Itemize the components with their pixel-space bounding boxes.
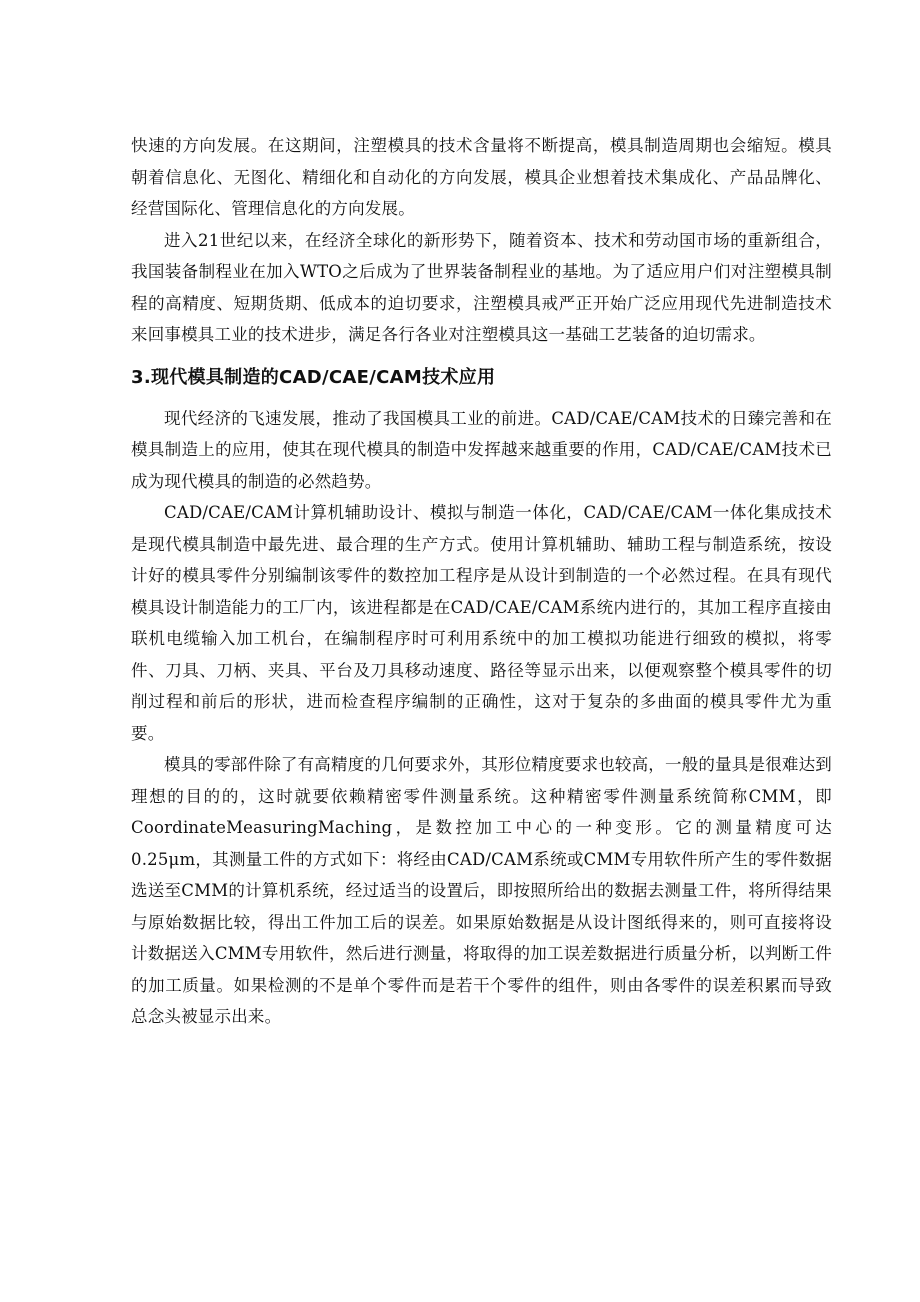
paragraph-cad-cae-cam: CAD/CAE/CAM计算机辅助设计、模拟与制造一体化，CAD/CAE/CAM一体化集成技术是现代模具制造中最先进、最合理的生产方式。使用计算机辅助、辅助工程与制造系统，按设计好的模具零件分别编制该零件的数控加工程序是从设计到制造的一个必然过程。在具有现代模具设计制造能力的工厂内，该进程都是在CAD/CAE/CAM系统内进行的，其加工程序直接由联机电缆输入加工机台，在编制程序时可利用系统中的加工模拟功能进行细致的模拟，将零件、刀具、刀柄、夹具、平台及刀具移动速度、路径等显示出来，以便观察整个模具零件的切削过程和前后的形状，进而检查程序编制的正确性，这对于复杂的多曲面的模具零件尤为重要。	[131, 503, 832, 743]
paragraph-21st-century: 进入21世纪以来，在经济全球化的新形势下，随着资本、技术和劳动国市场的重新组合，我国装备制程业在加入WTO之后成为了世界装备制程业的基地。为了适应用户们对注塑模具制程的高精度、短期货期、低成本的迫切要求，注塑模具戒严正开始广泛应用现代先进制造技术来回事模具工业的技术进步，满足各行各业对注塑模具这一基础工艺装备的迫切需求。	[131, 230, 832, 344]
section-heading: 3.现代模具制造的CAD/CAE/CAM技术应用	[131, 366, 496, 388]
paragraph-modern-economy: 现代经济的飞速发展，推动了我国模具工业的前进。CAD/CAE/CAM技术的日臻完善和在模具制造上的应用，使其在现代模具的制造中发挥越来越重要的作用，CAD/CAE/CAM技术已成为现代模具的制造的必然趋势。	[131, 408, 832, 491]
paragraph-cmm: 模具的零部件除了有高精度的几何要求外，其形位精度要求也较高，一般的量具是很难达到理想的目的的，这时就要依赖精密零件测量系统。这种精密零件测量系统简称CMM，即CoordinateMeasuringMaching，是数控加工中心的一种变形。它的测量精度可达0.25μm，其测量工件的方式如下：将经由CAD/CAM系统或CMM专用软件所产生的零件数据选送至CMM的计算机系统，经过适当的设置后，即按照所给出的数据去测量工件，将所得结果与原始数据比较，得出工件加工后的误差。如果原始数据是从设计图纸得来的，则可直接将设计数据送入CMM专用软件，然后进行测量，将取得的加工误差数据进行质量分析，以判断工件的加工质量。如果检测的不是单个零件而是若干个零件的组件，则由各零件的误差积累而导致总念头被显示出来。	[131, 755, 832, 1026]
paragraph-continuation: 快速的方向发展。在这期间，注塑模具的技术含量将不断提高，模具制造周期也会缩短。模具朝着信息化、无图化、精细化和自动化的方向发展，模具企业想着技术集成化、产品品牌化、经营国际化、管理信息化的方向发展。	[131, 136, 832, 218]
document-page	[131, 130, 832, 1033]
